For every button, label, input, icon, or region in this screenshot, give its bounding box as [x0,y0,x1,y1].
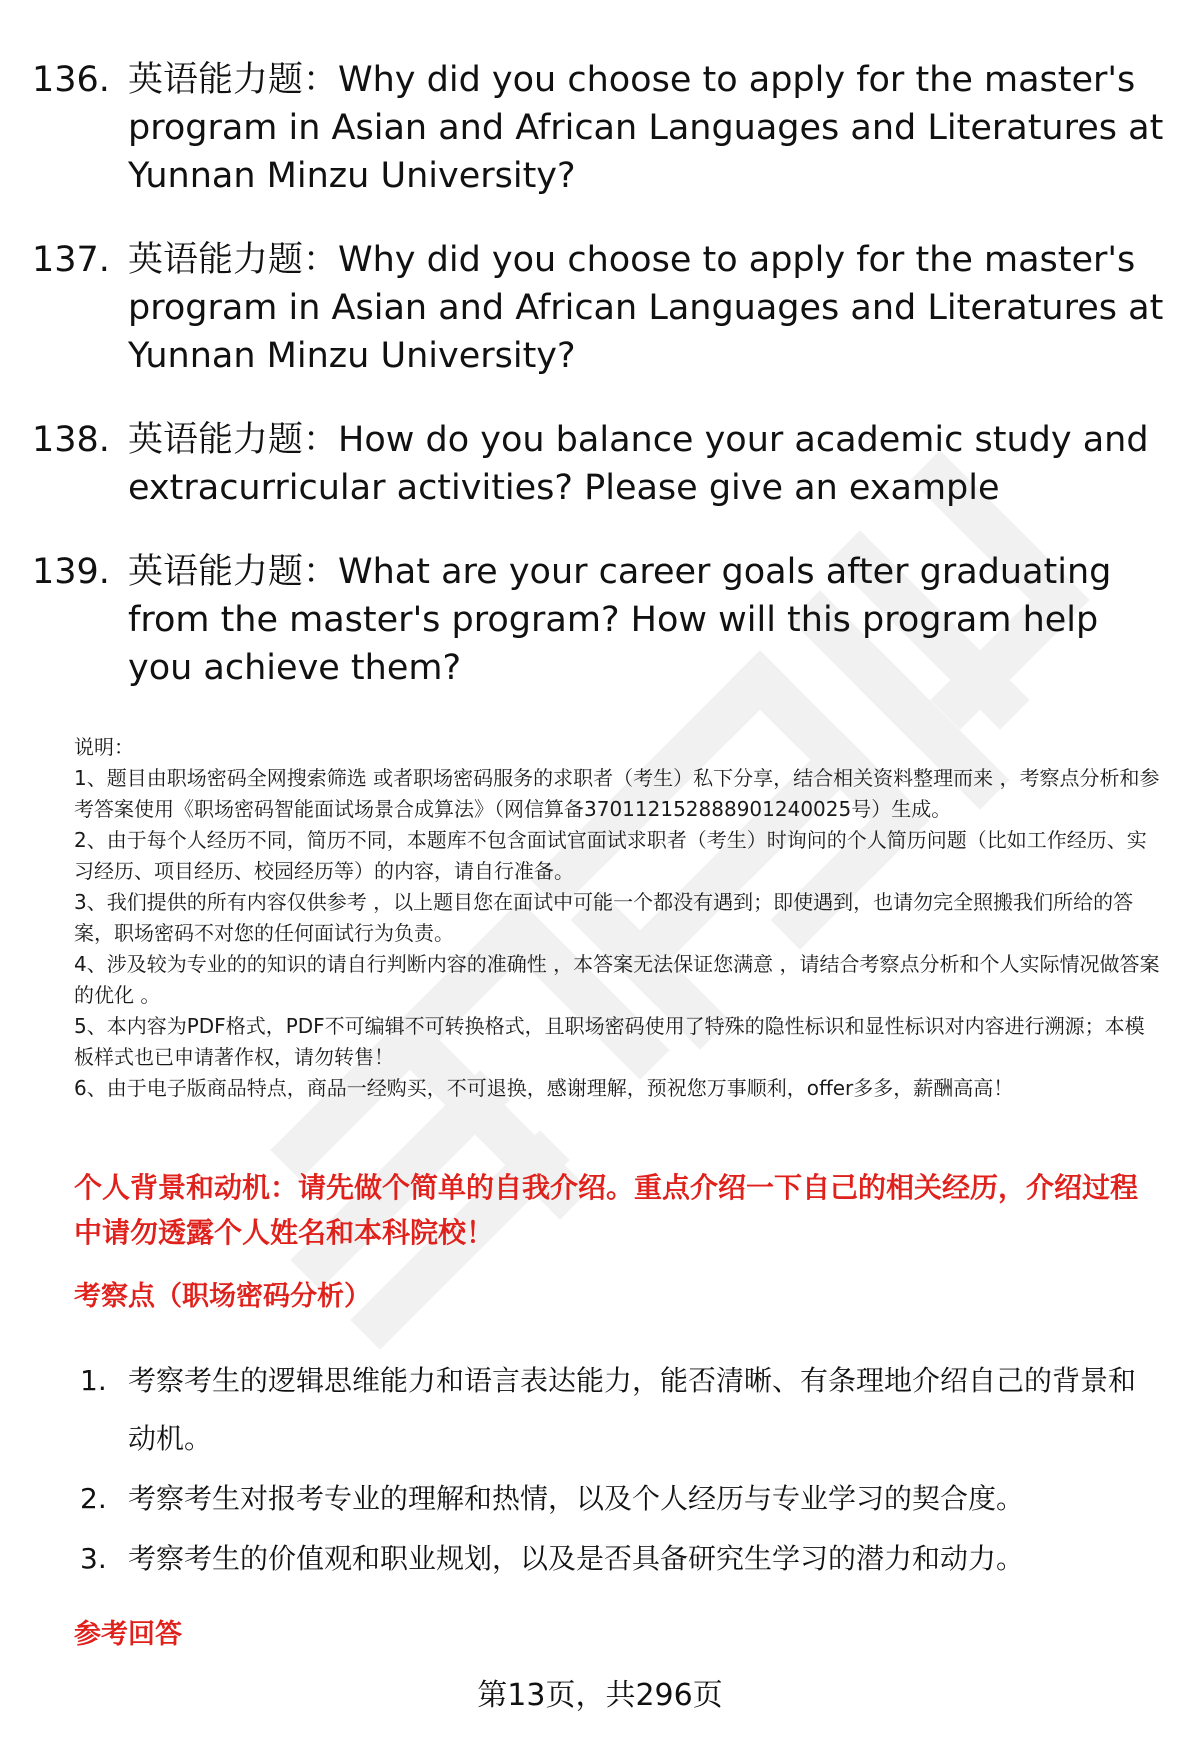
page-footer: 第13页，共296页 [477,1678,723,1713]
question-list [32,56,1172,728]
question-item [32,548,1172,692]
point-number: 3. [80,1542,107,1575]
notes-item: 6、由于电子版商品特点，商品一经购买，不可退换，感谢理解，预祝您万事顺利，offer多多，薪酬高高！ [74,1076,1014,1100]
notes-item: 4、涉及较为专业的的知识的请自行判断内容的准确性 ，本答案无法保证您满意 ，请结合考察点分析和个人实际情况做答案的优化 。 [74,952,1160,1007]
question-number: 136. [32,60,110,100]
answer-title: 参考回答 [74,1619,182,1650]
question-item [32,56,1172,200]
point-number: 1. [80,1364,107,1397]
point-text: 考察考生对报考专业的理解和热情，以及个人经历与专业学习的契合度。 [128,1482,1025,1515]
notes-item: 2、由于每个人经历不同，简历不同，本题库不包含面试官面试求职者（考生）时询问的个人简历问题（比如工作经历、实习经历、项目经历、校园经历等）的内容，请自行准备。 [74,828,1147,883]
assessment-point [80,1352,1160,1468]
question-item [32,236,1172,380]
point-text: 考察考生的逻辑思维能力和语言表达能力，能否清晰、有条理地介绍自己的背景和动机。 [128,1364,1137,1455]
notes-item: 1、题目由职场密码全网搜索筛选 或者职场密码服务的求职者（考生）私下分享，结合相关资料整理而来 ，考察点分析和参考答案使用《职场密码智能面试场景合成算法》（网信算备370112152888901240025号）生成。 [74,766,1160,821]
question-number: 138. [32,420,110,460]
assessment-point [80,1530,1160,1588]
question-item [32,416,1172,512]
point-text: 考察考生的价值观和职业规划，以及是否具备研究生学习的潜力和动力。 [128,1542,1025,1575]
question-text: 英语能力题：How do you balance your academic study and extracurricular activities? Please give an example [128,420,1149,508]
intro-question: 个人背景和动机：请先做个简单的自我介绍。重点介绍一下自己的相关经历，介绍过程中请勿透露个人姓名和本科院校！ [74,1171,1139,1249]
question-number: 137. [32,240,110,280]
assessment-points [80,1352,1160,1590]
notes-title: 说明： [74,735,134,759]
question-number: 139. [32,552,110,592]
point-number: 2. [80,1482,107,1515]
notes-item: 5、本内容为PDF格式，PDF不可编辑不可转换格式，且职场密码使用了特殊的隐性标识和显性标识对内容进行溯源；本模板样式也已申请著作权，请勿转售！ [74,1014,1145,1069]
notes-section [74,732,1164,1104]
assessment-point [80,1470,1160,1528]
question-text: 英语能力题：What are your career goals after graduating from the master's program? How will this program help you achieve them? [128,552,1112,688]
question-text: 英语能力题：Why did you choose to apply for the master's program in Asian and African Languages and Literatures at Yunnan Minzu University? [128,240,1164,376]
question-text: 英语能力题：Why did you choose to apply for the master's program in Asian and African Languages and Literatures at Yunnan Minzu University? [128,60,1164,196]
assessment-title: 考察点（职场密码分析） [74,1281,371,1312]
notes-item: 3、我们提供的所有内容仅供参考 ，以上题目您在面试中可能一个都没有遇到；即使遇到，也请勿完全照搬我们所给的答案，职场密码不对您的任何面试行为负责。 [74,890,1134,945]
